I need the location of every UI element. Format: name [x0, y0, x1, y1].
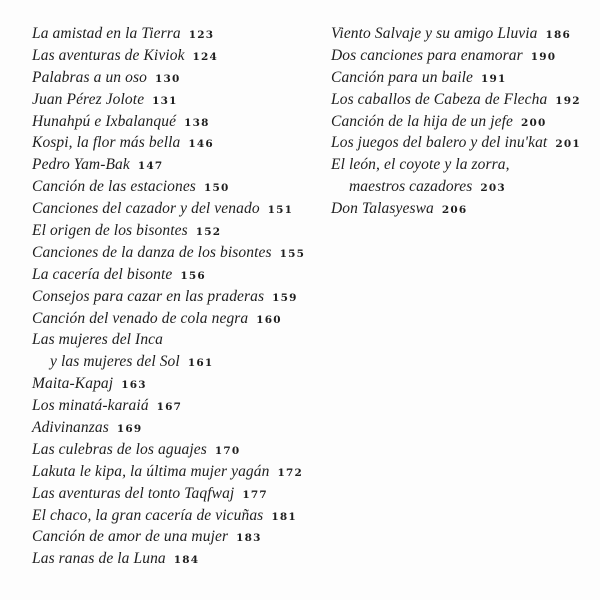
toc-left-column	[32, 22, 322, 569]
toc-entry-title: y las mujeres del Sol	[50, 353, 180, 371]
toc-entry	[32, 525, 322, 547]
toc-entry-title: Canción de amor de una mujer	[32, 528, 229, 546]
toc-entry-title: Juan Pérez Jolote	[32, 90, 145, 108]
toc-entry-title: La amistad en la Tierra	[32, 25, 181, 42]
toc-entry-page: 200	[520, 116, 547, 129]
toc-entry	[32, 328, 322, 350]
toc-entry-title: Los caballos de Cabeza de Flecha	[331, 90, 548, 108]
toc-entry-page: 156	[180, 269, 206, 282]
toc-entry-page: 203	[480, 182, 506, 195]
toc-entry-page: 163	[121, 379, 147, 392]
toc-entry	[32, 131, 322, 153]
toc-entry-page: 123	[188, 29, 215, 41]
toc-entry-title: Los juegos del balero y del inu'kat	[331, 134, 548, 152]
toc-entry-page: 192	[555, 94, 581, 107]
toc-entry-page: 190	[530, 50, 557, 63]
toc-entry-page: 206	[441, 204, 468, 217]
toc-entry	[32, 219, 322, 241]
toc-entry-title: El chaco, la gran cacería de vicuñas	[32, 506, 264, 524]
toc-entry-title: Adivinanzas	[32, 419, 109, 437]
toc-entry	[32, 110, 322, 132]
toc-entry	[32, 372, 322, 394]
toc-entry-continuation	[32, 350, 322, 372]
toc-entry-title: Canción para un baile	[331, 68, 474, 86]
toc-entry-page: 191	[481, 72, 507, 85]
toc-entry-page: 167	[156, 401, 183, 414]
toc-entry	[32, 175, 322, 197]
toc-entry-title: Hunahpú e Ixbalanqué	[32, 112, 177, 130]
toc-entry-title: La cacería del bisonte	[32, 265, 173, 283]
toc-entry	[32, 438, 322, 460]
toc-entry	[32, 504, 322, 526]
toc-entry	[331, 197, 591, 219]
toc-right-column	[331, 22, 591, 219]
toc-entry	[331, 44, 591, 66]
toc-entry-title: Canciones del cazador y del venado	[32, 200, 260, 218]
toc-entry	[32, 482, 322, 504]
toc-entry-title: Dos canciones para enamorar	[331, 46, 523, 64]
toc-entry	[32, 22, 322, 44]
toc-entry-title: Canción de las estaciones	[32, 178, 196, 196]
toc-entry	[331, 66, 591, 88]
toc-entry	[32, 394, 322, 416]
toc-entry	[32, 44, 322, 66]
toc-entry-page: 124	[192, 50, 219, 63]
toc-entry-title: Los minatá-karaiá	[32, 397, 149, 415]
toc-entry	[32, 66, 322, 88]
toc-entry-title: Las mujeres del Inca	[32, 331, 164, 349]
toc-entry	[331, 153, 591, 175]
toc-entry-title: Viento Salvaje y su amigo Lluvia	[331, 25, 538, 42]
toc-entry-page: 159	[272, 291, 298, 304]
toc-entry-page: 160	[256, 313, 282, 326]
toc-entry-page: 155	[279, 247, 306, 260]
toc-entry-page: 131	[152, 94, 178, 107]
toc-entry	[32, 416, 322, 438]
toc-entry-page: 177	[242, 488, 268, 501]
toc-entry-title: Don Talasyeswa	[331, 200, 434, 218]
toc-entry	[32, 307, 322, 329]
toc-entry	[32, 197, 322, 219]
toc-entry-title: maestros cazadores	[349, 178, 473, 196]
toc-entry-page: 184	[173, 554, 200, 567]
toc-entry	[32, 263, 322, 285]
toc-entry-title: Canción de la hija de un jefe	[331, 112, 513, 130]
toc-entry-page: 169	[116, 423, 143, 436]
toc-entry-title: Las culebras de los aguajes	[32, 440, 207, 458]
toc-entry-title: Kospi, la flor más bella	[32, 134, 181, 152]
toc-entry-title: El león, el coyote y la zorra,	[331, 156, 510, 174]
toc-entry	[32, 153, 322, 175]
toc-entry	[32, 460, 322, 482]
toc-entry	[32, 285, 322, 307]
toc-entry-title: Palabras a un oso	[32, 68, 147, 86]
toc-entry-title: Canción del venado de cola negra	[32, 309, 249, 327]
toc-entry-page: 151	[267, 204, 294, 217]
toc-entry	[331, 131, 591, 153]
toc-entry	[32, 547, 322, 569]
toc-entry-continuation	[331, 175, 591, 197]
toc-entry-title: El origen de los bisontes	[32, 222, 188, 240]
toc-entry	[32, 241, 322, 263]
toc-entry-page: 138	[184, 116, 210, 129]
toc-entry-title: Maita-Kapaj	[32, 375, 114, 393]
toc-entry-page: 150	[203, 182, 230, 195]
toc-entry-page: 161	[187, 357, 214, 370]
toc-entry-title: Las aventuras del tonto Taqfwaj	[32, 484, 235, 502]
toc-entry-page: 186	[545, 29, 572, 41]
toc-entry-title: Pedro Yam-Bak	[32, 156, 130, 174]
toc-entry-title: Las aventuras de Kiviok	[32, 46, 185, 64]
toc-entry-page: 146	[188, 138, 214, 151]
toc-entry-page: 147	[137, 160, 164, 173]
toc-entry	[331, 110, 591, 132]
toc-entry-page: 170	[214, 444, 241, 457]
toc-entry-page: 181	[271, 510, 297, 523]
toc-entry-page: 152	[195, 226, 222, 239]
toc-entry	[331, 22, 591, 44]
toc-entry-title: Consejos para cazar en las praderas	[32, 287, 265, 305]
toc-entry-page: 172	[277, 466, 303, 479]
toc-entry-title: Canciones de la danza de los bisontes	[32, 243, 272, 261]
toc-entry	[32, 88, 322, 110]
toc-entry-page: 201	[555, 138, 581, 151]
toc-entry-page: 130	[154, 72, 181, 85]
toc-entry-page: 183	[236, 532, 262, 545]
toc-entry-title: Lakuta le kipa, la última mujer yagán	[32, 462, 270, 480]
toc-entry-title: Las ranas de la Luna	[32, 550, 166, 568]
toc-entry	[331, 88, 591, 110]
